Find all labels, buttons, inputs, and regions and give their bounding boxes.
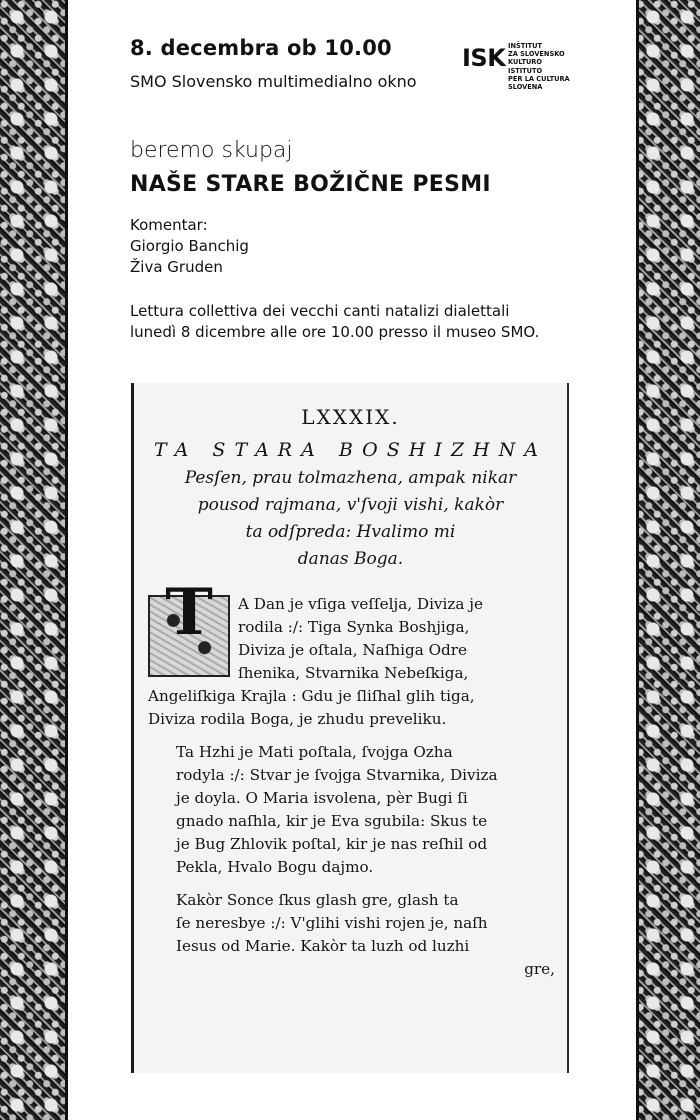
- catchword: gre,: [524, 960, 555, 978]
- verse-line: rodila :/: Tiga Synka Boshjiga,: [238, 618, 470, 636]
- scanned-song-page: [131, 383, 569, 1073]
- song-number: LXXXIX.: [301, 405, 400, 429]
- italian-note: [130, 301, 600, 343]
- verse-line: Diviza rodila Boga, je zhudu preveliku.: [148, 710, 447, 728]
- verse-line: Kakòr Sonce ſkus glash gre, glash ta: [176, 891, 459, 909]
- logo-line: PER LA CULTURA: [508, 75, 570, 83]
- song-title: TA STARA BOSHIZHNA: [154, 439, 547, 461]
- logo-text: [508, 42, 570, 91]
- commentary-label: Komentar:: [130, 216, 208, 234]
- commentator-name: Giorgio Banchig: [130, 237, 249, 255]
- event-date: 8. decembra ob 10.00: [130, 36, 392, 60]
- verse-line: A Dan je vſiga veſſelja, Diviza je: [238, 595, 483, 613]
- verse-line: gnado naſhla, kir je Eva sgubila: Skus te: [176, 812, 488, 830]
- verse-line: rodyla :/: Stvar je ſvojga Stvarnika, Diviza: [176, 766, 498, 784]
- verse-line: ſhenika, Stvarnika Nebeſkiga,: [238, 664, 469, 682]
- description-line: Pesſen, prau tolmazhena, ampak nikar: [184, 468, 517, 488]
- verse-line: je Bug Zhlovik poſtal, kir je nas reſhil od: [176, 835, 488, 853]
- isk-logo: [462, 40, 572, 96]
- ornamental-dropcap: [148, 575, 230, 677]
- song-description: [148, 465, 553, 573]
- logo-line: SLOVENA: [508, 83, 543, 91]
- description-line: ta odſpreda: Hvalimo mi: [245, 522, 456, 542]
- verse-3: [148, 889, 555, 981]
- verse-2: [148, 741, 555, 879]
- description-line: pousod rajmana, v'ſvoji vishi, kakòr: [197, 495, 504, 515]
- verse-line: Diviza je oſtala, Naſhiga Odre: [238, 641, 467, 659]
- verse-1: [148, 575, 555, 731]
- logo-line: ZA SLOVENSKO: [508, 50, 565, 58]
- note-line: Lettura collettiva dei vecchi canti natalizi dialettali: [130, 302, 510, 320]
- verse-line: Iesus od Marie. Kakòr ta luzh od luzhi: [176, 937, 470, 955]
- commentary-block: [130, 215, 249, 278]
- verse-line: Angeliſkiga Krajla : Gdu je ſliſhal glih tiga,: [148, 687, 475, 705]
- logo-mark: ISK: [462, 44, 506, 72]
- commentator-name: Živa Gruden: [130, 258, 223, 276]
- event-venue: SMO Slovensko multimedialno okno: [130, 72, 417, 91]
- ornamental-border-right: [636, 0, 700, 1120]
- logo-line: KULTURO: [508, 58, 542, 66]
- logo-line: ISTITUTO: [508, 67, 543, 75]
- verse-line: je doyla. O Maria isvolena, pèr Bugi ſi: [176, 789, 468, 807]
- verse-line: Ta Hzhi je Mati poſtala, ſvojga Ozha: [176, 743, 453, 761]
- event-kicker: beremo skupaj: [130, 138, 293, 163]
- verse-line: ſe neresbye :/: V'glihi vishi rojen je, naſh: [176, 914, 488, 932]
- description-line: danas Boga.: [297, 549, 404, 569]
- verse-line: Pekla, Hvalo Bogu dajmo.: [176, 858, 374, 876]
- ornamental-border-left: [0, 0, 68, 1120]
- note-line: lunedì 8 dicembre alle ore 10.00 presso il museo SMO.: [130, 323, 540, 341]
- logo-line: INŠTITUT: [508, 42, 543, 50]
- dropcap-letter: T: [165, 575, 213, 650]
- event-title: NAŠE STARE BOŽIČNE PESMI: [130, 172, 491, 197]
